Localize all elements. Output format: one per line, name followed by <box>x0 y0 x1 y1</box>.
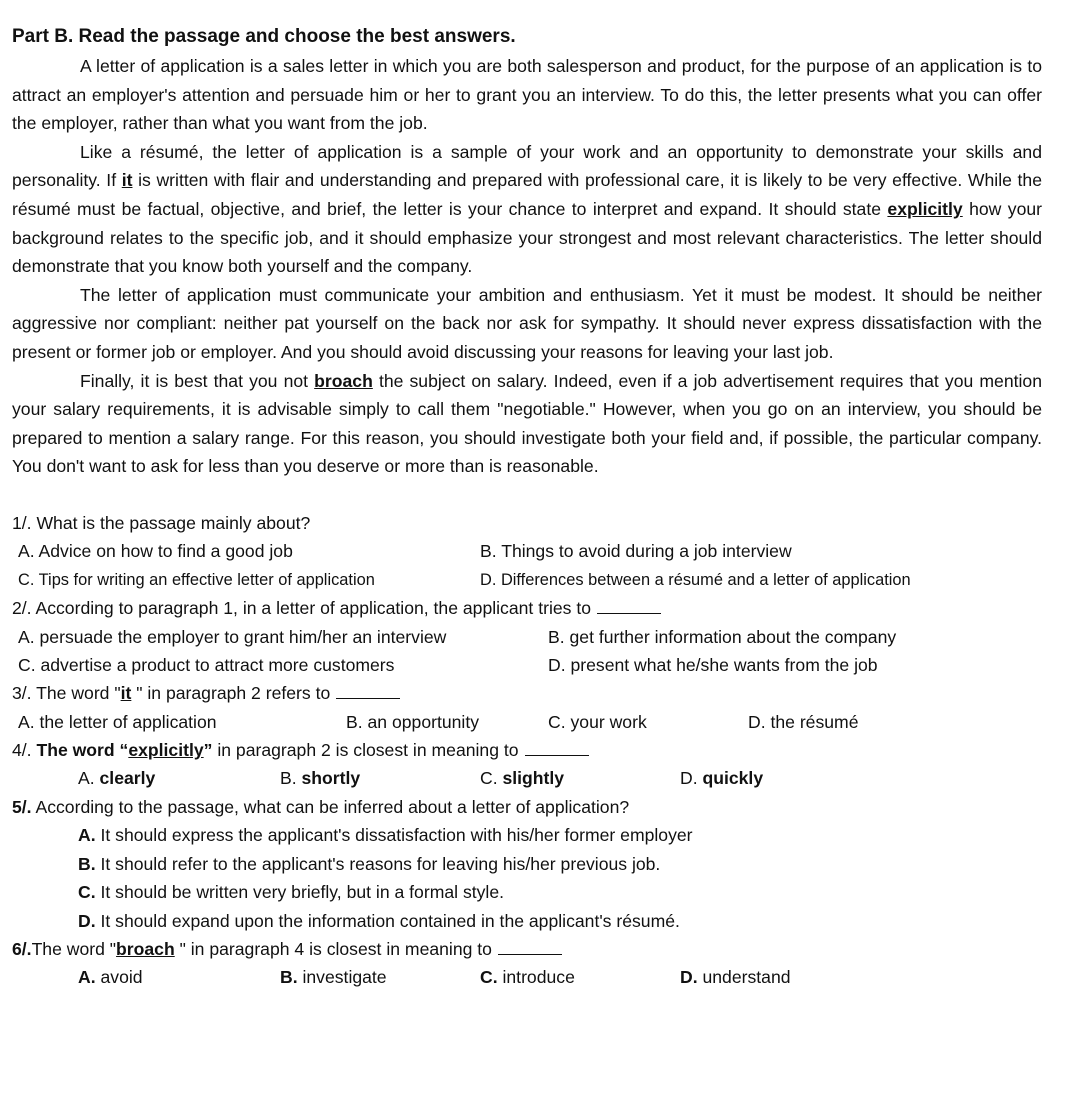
q6-a-text: avoid <box>95 967 143 988</box>
q4-b-text: shortly <box>301 768 361 789</box>
question-5-stem <box>12 793 1042 821</box>
p2-text-c: how your background relates to the specific job, and it should emphasize your strongest and most relevant characteristics. The letter should demonstrate that you know both yourself and the company. <box>12 198 1042 277</box>
answer-blank <box>525 739 589 756</box>
q6-b-letter: B. <box>280 967 298 988</box>
question-1-options-row-2 <box>12 566 1042 594</box>
question-1-options-row-1 <box>12 537 1042 565</box>
q4-c-letter: C. <box>480 768 498 789</box>
q2-option-a[interactable]: A. persuade the employer to grant him/her an interview <box>18 626 447 647</box>
keyword-explicitly: explicitly <box>887 198 963 219</box>
q1-option-d[interactable]: D. Differences between a résumé and a letter of application <box>480 570 911 589</box>
q4-stem-bold-2: ” <box>203 740 213 761</box>
part-title: Part B. Read the passage and choose the best answers. <box>12 26 516 47</box>
q5-d-text: It should expand upon the information contained in the applicant's résumé. <box>95 910 680 931</box>
q4-stem-post: in paragraph 2 is closest in meaning to <box>212 740 519 761</box>
q4-b-letter: B. <box>280 768 297 789</box>
q6-c-text: introduce <box>497 967 575 988</box>
q4-a-letter: A. <box>78 768 95 789</box>
q1-option-a[interactable]: A. Advice on how to find a good job <box>18 541 293 562</box>
q6-stem-pre: The word " <box>31 938 117 959</box>
keyword-it: it <box>121 170 133 191</box>
passage-paragraph-3 <box>12 281 1042 367</box>
q4-keyword: explicitly <box>128 740 204 761</box>
p2-text-a: Like a résumé, the letter of application is a sample of your work and an opportunity to demonstrate your skills and personality. If <box>12 141 1042 191</box>
q3-option-d[interactable]: D. the résumé <box>748 711 859 732</box>
q4-option-a[interactable] <box>78 764 155 792</box>
q6-option-a[interactable] <box>78 963 143 991</box>
p1-text: A letter of application is a sales letter in which you are both salesperson and product, for the purpose of an application is to attract an employer's attention and persuade him or her to grant you an interview. To do this, the letter presents what you can offer the employer, rather than what you want from the job. <box>12 56 1042 134</box>
q4-a-text: clearly <box>99 768 156 789</box>
q5-stem-text: According to the passage, what can be inferred about a letter of application? <box>31 796 630 817</box>
answer-blank <box>597 597 661 614</box>
q4-stem-bold: The word “ <box>31 740 129 761</box>
q3-option-b[interactable]: B. an opportunity <box>346 711 480 732</box>
q5-option-a[interactable] <box>12 821 1042 849</box>
q5-option-c[interactable] <box>12 878 1042 906</box>
p4-text-b: the subject on salary. Indeed, even if a job advertisement requires that you mention your salary requirements, it is advisable simply to call them "negotiable." However, when you go on an interview, you should be prepared to mention a salary range. For this reason, you should investigate both your field and, if possible, the particular company. You don't want to ask for less than you deserve or more than is reasonable. <box>12 370 1042 477</box>
q5-a-letter: A. <box>78 825 96 846</box>
question-6-stem <box>12 935 1042 963</box>
q5-b-text: It should refer to the applicant's reasons for leaving his/her previous job. <box>95 853 661 874</box>
q2-option-b[interactable]: B. get further information about the company <box>548 626 897 647</box>
q6-d-text: understand <box>697 967 791 988</box>
q3-stem-post: " in paragraph 2 refers to <box>131 683 331 704</box>
q5-a-text: It should express the applicant's dissatisfaction with his/her former employer <box>95 825 693 846</box>
q4-d-letter: D. <box>680 768 698 789</box>
q5-c-letter: C. <box>78 882 96 903</box>
question-4-stem <box>12 736 1042 764</box>
q2-option-d[interactable]: D. present what he/she wants from the job <box>548 654 878 675</box>
worksheet <box>12 24 1042 992</box>
q4-c-text: slightly <box>502 768 565 789</box>
question-6-options <box>12 963 1042 991</box>
passage-paragraph-4 <box>12 367 1042 481</box>
question-4-options <box>12 764 1042 792</box>
question-2-stem <box>12 594 1042 622</box>
answer-blank <box>336 682 400 699</box>
q5-c-text: It should be written very briefly, but in a formal style. <box>95 882 505 903</box>
question-2-options-row-1 <box>12 623 1042 651</box>
q6-d-letter: D. <box>680 967 698 988</box>
q6-option-d[interactable] <box>680 963 791 991</box>
q6-number: 6/. <box>12 938 32 959</box>
spacer <box>12 481 1042 509</box>
p2-text-b: is written with flair and understanding and prepared with professional care, it is likely to be very effective. While the résumé must be factual, objective, and brief, the letter is your chance to interpret and expand. It should state <box>12 170 1042 219</box>
q4-d-text: quickly <box>702 768 764 789</box>
q6-stem-post: " in paragraph 4 is closest in meaning to <box>174 938 492 959</box>
p4-text-a: Finally, it is best that you not <box>80 370 315 391</box>
q1-option-b[interactable]: B. Things to avoid during a job interview <box>480 541 792 562</box>
q3-option-a[interactable]: A. the letter of application <box>18 711 217 732</box>
question-3-options <box>12 708 1042 736</box>
q6-c-letter: C. <box>480 967 498 988</box>
q6-option-c[interactable] <box>480 963 575 991</box>
q6-b-text: investigate <box>297 967 387 988</box>
question-3-stem <box>12 679 1042 707</box>
passage-paragraph-2 <box>12 138 1042 281</box>
answer-blank <box>498 938 562 955</box>
question-1-stem: 1/. What is the passage mainly about? <box>12 512 311 533</box>
q3-stem-pre: 3/. The word " <box>12 683 121 704</box>
q6-option-b[interactable] <box>280 963 387 991</box>
q4-number: 4/. <box>12 740 32 761</box>
q4-option-c[interactable] <box>480 764 564 792</box>
q3-option-c[interactable]: C. your work <box>548 711 647 732</box>
q4-option-b[interactable] <box>280 764 360 792</box>
q2-stem-text: 2/. According to paragraph 1, in a letter of application, the applicant tries to <box>12 598 591 619</box>
question-2-options-row-2 <box>12 651 1042 679</box>
q6-keyword: broach <box>116 938 175 959</box>
q5-d-letter: D. <box>78 910 96 931</box>
q5-option-b[interactable] <box>12 850 1042 878</box>
q3-keyword: it <box>120 683 132 704</box>
passage-paragraph-1 <box>12 52 1042 138</box>
p3-text: The letter of application must communicate your ambition and enthusiasm. Yet it must be modest. It should be neither aggressive nor compliant: neither pat yourself on the back nor ask for sympathy. It should never express dissatisfaction with the present or former job or employer. And you should avoid discussing your reasons for leaving your last job. <box>12 284 1042 362</box>
q2-option-c[interactable]: C. advertise a product to attract more customers <box>18 654 395 675</box>
q6-a-letter: A. <box>78 967 96 988</box>
keyword-broach: broach <box>314 370 373 391</box>
q5-option-d[interactable] <box>12 907 1042 935</box>
q1-option-c[interactable]: C. Tips for writing an effective letter of application <box>18 570 375 589</box>
q5-number: 5/. <box>12 796 32 817</box>
q4-option-d[interactable] <box>680 764 763 792</box>
q5-b-letter: B. <box>78 853 96 874</box>
